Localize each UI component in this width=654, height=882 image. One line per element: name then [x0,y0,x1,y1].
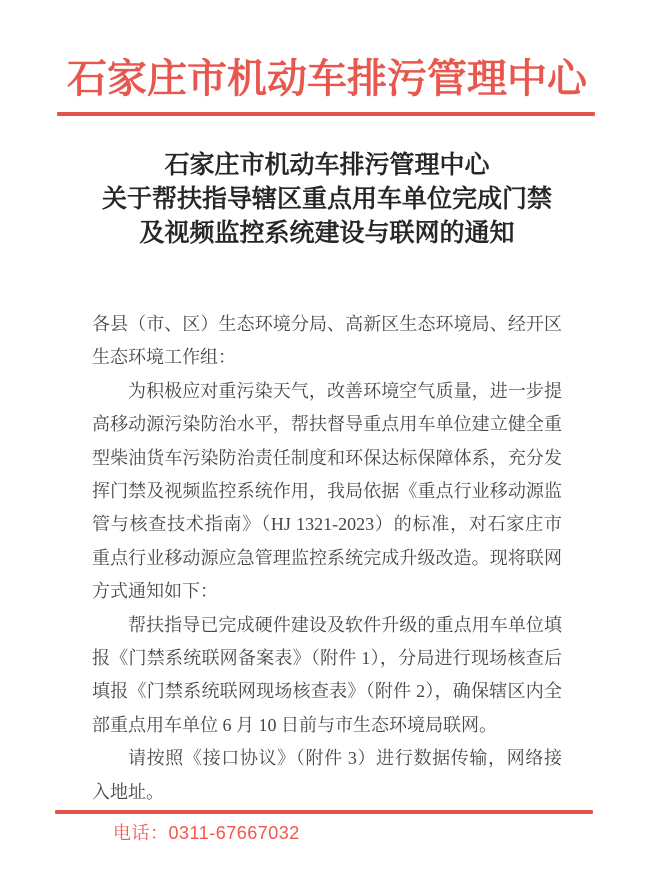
document-title-line-3: 及视频监控系统建设与联网的通知 [139,220,515,247]
document-body [92,308,562,809]
header-divider-line [57,112,595,116]
paragraph-3: 请按照《接口协议》（附件 3）进行数据传输，网络接入地址。 [92,748,562,802]
paragraph-2: 帮扶指导已完成硬件建设及软件升级的重点用车单位填报《门禁系统联网备案表》（附件 1），分局进行现场核查后填报《门禁系统联网现场核查表》（附件 2），确保辖区内全部重点用车单位 6 月 10 日前与市生态环境局联网。 [92,614,562,735]
footer-divider-line [55,810,593,814]
org-header-title: 石家庄市机动车排污管理中心 [67,56,587,101]
contact-phone: 电话：0311-67667032 [113,823,300,843]
paragraph-1: 为积极应对重污染天气，改善环境空气质量，进一步提高移动源污染防治水平，帮扶督导重点用车单位建立健全重型柴油货车污染防治责任制度和环保达标保障体系，充分发挥门禁及视频监控系统作用，我局依据《重点行业移动源监管与核查技术指南》（HJ 1321-2023）的标准，对石家庄市重点行业移动源应急管理监控系统完成升级改造。现将联网方式通知如下： [92,380,562,602]
document-title-line-1: 石家庄市机动车排污管理中心 [164,152,490,179]
salutation: 各县（市、区）生态环境分局、高新区生态环境局、经开区生态环境工作组： [92,314,562,368]
document-title [0,149,654,251]
document-title-line-2: 关于帮扶指导辖区重点用车单位完成门禁 [101,186,552,213]
